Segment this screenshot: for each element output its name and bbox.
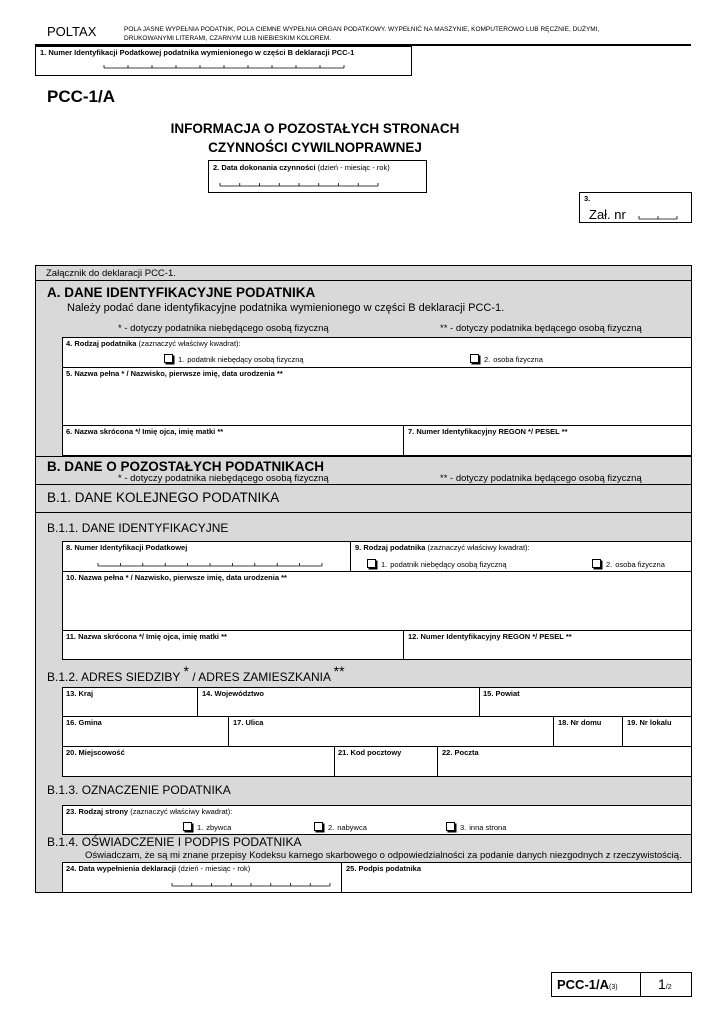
option-label: nabywca [337,823,367,832]
field-15-label: 15. Powiat [483,689,520,698]
section-b12-star-2: ** [333,663,345,679]
field-18-label: 18. Nr domu [558,718,602,727]
instructions-line-2: DRUKOWANYMI LITERAMI, CZARNYM LUB NIEBIESKIM KOLOREM. [124,35,332,42]
section-b14-title: B.1.4. OŚWIADCZENIE I PODPIS PODATNIKA [47,835,302,849]
section-a-note-right: ** - dotyczy podatnika będącego osobą fizyczną [440,323,642,334]
option-label: osoba fizyczna [493,355,543,364]
field-20-label: 20. Miejscowość [66,748,125,757]
field-8-label: 8. Numer Identyfikacji Podatkowej [66,543,188,552]
nip-label: 1. Numer Identyfikacji Podatkowej podatnika wymienionego w części B deklaracji PCC-1 [40,48,355,57]
field-19-label: 19. Nr lokalu [627,718,672,727]
field-25-signature[interactable] [341,862,692,893]
option-label: zbywca [206,823,232,832]
section-b11-title: B.1.1. DANE IDENTYFIKACYJNE [47,521,229,535]
attachment-note: Załącznik do deklaracji PCC-1. [46,268,176,279]
option-number: 2. [484,355,491,364]
field-25-label: 25. Podpis podatnika [346,864,422,873]
field-13-label: 13. Kraj [66,689,94,698]
title-line-2: CZYNNOŚCI CYWILNOPRAWNEJ [208,140,422,155]
section-b14-statement: Oświadczam, że są mi znane przepisy Kodeksu karnego skarbowego o odpowiedzialności za podanie danych niezgodnych z rzeczywistością. [85,850,682,861]
footer-code-text: PCC-1/A [557,977,610,992]
option-number: 1. [178,355,185,364]
section-b1-title: B.1. DANE KOLEJNEGO PODATNIKA [47,490,280,505]
field-22-label: 22. Poczta [442,748,479,757]
option-label: osoba fizyczna [615,560,665,569]
section-a-note-left: * - dotyczy podatnika niebędącego osobą fizyczną [118,323,329,334]
field-6-label: 6. Nazwa skrócona */ Imię ojca, imię matki ** [66,427,224,436]
option-number: 1. [381,560,388,569]
attachment-number-label: 3. [584,194,591,203]
footer-page-box [640,972,692,997]
brand: POLTAX [47,24,97,39]
field-17-label: 17. Ulica [233,718,264,727]
field-24-hint: (dzień - miesiąc - rok) [178,864,251,873]
field-4-hint: (zaznaczyć właściwy kwadrat): [138,339,241,348]
digit-separator: . [210,879,213,888]
field-5-label: 5. Nazwa pełna * / Nazwisko, pierwsze imię, data urodzenia ** [66,369,283,378]
option-number: 3. [460,823,467,832]
option-label: podatnik niebędący osobą fizyczną [390,560,507,569]
footer-code [557,976,618,994]
section-a-title: A. DANE IDENTYFIKACYJNE PODATNIKA [47,285,316,300]
field-9-hint: (zaznaczyć właściwy kwadrat): [427,543,530,552]
digit-separator: . [250,879,253,888]
option-number: 2. [328,823,335,832]
field-12-label: 12. Numer Identyfikacyjny REGON */ PESEL ** [408,632,572,641]
footer-page [658,976,672,994]
field-24-label-text: 24. Data wypełnienia deklaracji [66,864,177,873]
date-label-text: 2. Data dokonania czynności [213,163,316,172]
field-21-label: 21. Kod pocztowy [338,748,402,757]
section-b-title: B. DANE O POZOSTAŁYCH PODATNIKACH [47,459,325,474]
field-7-label: 7. Numer Identyfikacyjny REGON */ PESEL ** [408,427,568,436]
section-b12-title-a: B.1.2. ADRES SIEDZIBY [47,670,184,684]
digit-separator: . [258,179,261,188]
title-line-1: INFORMACJA O POZOSTAŁYCH STRONACH [170,121,460,136]
field-16-label: 16. Gmina [66,718,102,727]
footer-code-box [551,972,641,997]
section-b-note-left: * - dotyczy podatnika niebędącego osobą fizyczną [118,473,329,484]
field-23-hint: (zaznaczyć właściwy kwadrat): [130,807,233,816]
field-23-label-text: 23. Rodzaj strony [66,807,129,816]
form-code: PCC-1/A [47,87,116,106]
footer-page-number: 1 [658,976,666,992]
field-14-label: 14. Województwo [202,689,264,698]
instructions-line-1: POLA JASNE WYPEŁNIA PODATNIK, POLA CIEMNE WYPEŁNIA ORGAN PODATKOWY. WYPEŁNIĆ NA MASZYNIE, KOMPUTEROWO LUB RĘCZNIE, DUŻYMI, [124,26,600,33]
field-10-label: 10. Nazwa pełna * / Nazwisko, pierwsze imię, data urodzenia ** [66,573,287,582]
section-a-intro: Należy podać dane identyfikacyjne podatnika wymienionego w części B deklaracji PCC-1. [67,302,505,314]
option-label: podatnik niebędący osobą fizyczną [187,355,304,364]
section-b13-title: B.1.3. OZNACZENIE PODATNIKA [47,783,231,797]
footer-version: (3) [609,984,618,991]
digit-separator: . [298,179,301,188]
section-b-note-right: ** - dotyczy podatnika będącego osobą fizyczną [440,473,642,484]
option-label: inna strona [469,823,507,832]
option-number: 1. [197,823,204,832]
section-b12-title-b: / ADRES ZAMIESZKANIA [188,670,334,684]
section-b12-star-1: * [183,663,189,679]
field-11-label: 11. Nazwa skrócona */ Imię ojca, imię matki ** [66,632,227,641]
footer-page-total: /2 [665,984,672,991]
attachment-number-text: Zał. nr [589,207,626,222]
option-number: 2. [606,560,613,569]
field-4-label-text: 4. Rodzaj podatnika [66,339,137,348]
date-hint: (dzień - miesiąc - rok) [317,163,390,172]
field-9-label-text: 9. Rodzaj podatnika [355,543,426,552]
